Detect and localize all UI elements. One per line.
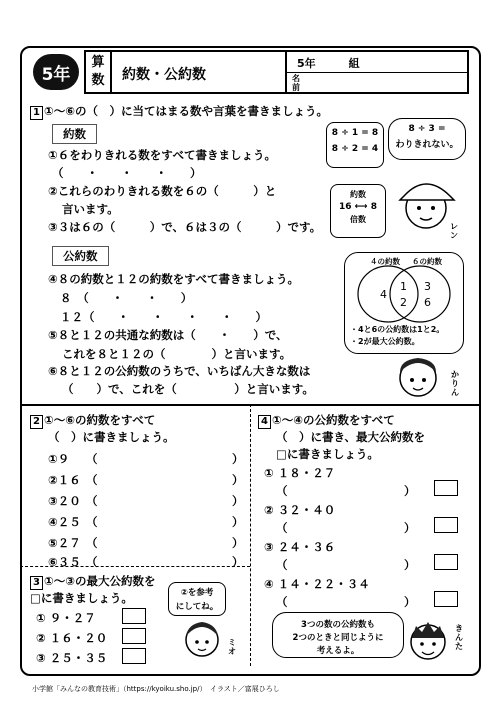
yakusu-label: 約数 [350, 190, 366, 199]
baisu-label: 倍数 [350, 215, 366, 224]
q2-text-1: ①〜⑥の約数をすべて [44, 413, 156, 427]
q2-item-6[interactable]: ⑥３５ （ ） [48, 555, 244, 569]
mio-hint-1: ②を参考 [180, 588, 214, 598]
venn-label-4: ４の約数 [370, 257, 400, 266]
mio-hint-2: にしてね。 [175, 602, 219, 612]
venn-note-2: ・2が最大公約数。 [350, 337, 420, 346]
karin-name: かりん [451, 370, 459, 397]
q4-item-4-parens[interactable]: （ ） [276, 595, 416, 609]
venn-diagram [352, 262, 456, 324]
section-koyakusu: 公約数 [52, 246, 109, 266]
subject-label: 算数 [91, 55, 105, 88]
karin-character-illustration [388, 350, 450, 402]
kinta-hint-1: 3つの数の公約数も [301, 620, 375, 630]
q1-b4-12[interactable]: １２（ ・ ・ ・ ・ ） [60, 310, 267, 324]
q1-b5b: これを８と１２の（ ）と言います。 [62, 347, 292, 361]
venn-mid-value-2: 2 [400, 296, 407, 309]
q1-b4: ④８の約数と１２の約数をすべて書きましょう。 [48, 272, 300, 286]
q2-item-1[interactable]: ①９ （ ） [48, 452, 244, 466]
venn-right-value-2: 6 [424, 296, 431, 309]
q3-answer-box-2[interactable] [122, 628, 146, 644]
column-divider [250, 404, 251, 666]
kinta-character-illustration [404, 616, 452, 668]
venn-left-value: 4 [380, 288, 387, 301]
q1-b4-8[interactable]: ８ （ ・ ・ ） [60, 291, 193, 305]
q4-number: 4 [258, 415, 271, 429]
q1-a1: ①６をわりきれる数をすべて書きましょう。 [48, 148, 277, 162]
q4-text-2: （ ）に書き、最大公約数を [276, 430, 426, 444]
q1-b6: ⑥８と１２の公約数のうちで、いちばん大きな数は [48, 364, 311, 378]
q2-item-3-label: ③２０ [48, 494, 81, 508]
q2-instruction [30, 413, 155, 429]
mio-character-illustration [180, 616, 226, 666]
q4-instruction [258, 413, 395, 429]
ren-name: レン [450, 222, 458, 240]
q4-item-2: ② ３２・４０ [264, 503, 336, 517]
q2-item-2-label: ②１６ [48, 473, 81, 487]
q4-text-1: ①〜④の公約数をすべて [272, 413, 395, 427]
yakusu-baisu-bubble [330, 184, 386, 238]
name-label: 名前 [292, 74, 300, 92]
page-title: 約数・公約数 [112, 50, 287, 94]
q2-text-2: （ ）に書きましょう。 [48, 430, 175, 444]
not-divisible-bubble [388, 118, 466, 160]
q3-number: 3 [30, 576, 43, 590]
q1-number: 1 [30, 106, 43, 120]
mio-name: ミオ [228, 638, 236, 656]
q3-answer-box-3[interactable] [122, 648, 146, 664]
subject-box [84, 50, 112, 94]
q4-item-1-parens[interactable]: （ ） [276, 484, 416, 498]
q3-answer-box-1[interactable] [122, 608, 146, 624]
q3-item-2: ② １６・２０ [36, 631, 108, 645]
q2-item-5-label: ⑤２７ [48, 536, 81, 550]
venn-mid-value-1: 1 [400, 280, 407, 293]
q4-answer-box-4[interactable] [434, 591, 458, 607]
q2-item-1-label: ①９ [48, 452, 70, 466]
q4-item-1: ① １８・２７ [264, 466, 336, 480]
q4-answer-box-2[interactable] [434, 517, 458, 533]
venn-right-value-1: 3 [424, 280, 431, 293]
q1-text: ①〜⑥の（ ）に当てはまる数や言葉を書きましょう。 [44, 104, 328, 118]
q1-a3: ③３は６の（ ）で、６は３の（ ）です。 [48, 220, 322, 234]
yakusu-arrow: 16 ⟷ 8 [339, 202, 377, 212]
q4-item-2-parens[interactable]: （ ） [276, 521, 416, 535]
q4-item-3: ③ ２４・３６ [264, 540, 336, 554]
kinta-hint-3: 考えるよ。 [316, 646, 360, 656]
grade-badge: 5年 [33, 54, 79, 90]
q2-item-2[interactable]: ②１６ （ ） [48, 473, 244, 487]
q2-item-6-label: ⑥３５ [48, 555, 81, 569]
q3-text-1: ①〜③の最大公約数を [44, 574, 156, 588]
mio-hint-bubble [168, 582, 226, 616]
q1-a2: ②これらのわりきれる数を６の（ ）と [48, 184, 277, 198]
q4-answer-box-1[interactable] [434, 480, 458, 496]
q2-item-4-label: ④２５ [48, 515, 81, 529]
q1-b6b: （ ）で、これを（ ）と言います。 [62, 382, 314, 396]
q3-item-1: ① ９・２７ [36, 611, 96, 625]
kinta-hint-bubble [272, 612, 404, 658]
name-class-box [287, 50, 469, 94]
kinta-hint-2: 2つのときと同じように [292, 633, 384, 643]
class-field[interactable] [287, 52, 467, 73]
q3-text-2: □に書きましょう。 [30, 591, 133, 605]
division-3: 8 ÷ 3 = [408, 124, 446, 134]
q1-a2b: 言います。 [62, 202, 119, 216]
section-yakusu: 約数 [52, 124, 97, 144]
q3-instruction [30, 574, 155, 590]
division-1: 8 ÷ 1 = 8 [331, 128, 379, 138]
division-bubble [326, 122, 384, 168]
class-label: 5年 組 [297, 57, 360, 70]
q2-item-3[interactable]: ③２０ （ ） [48, 494, 244, 508]
q1-instruction [30, 104, 328, 120]
q2-item-5[interactable]: ⑤２７ （ ） [48, 536, 244, 550]
not-divisible-text: わりきれない。 [395, 140, 459, 150]
q1-a1-blank[interactable]: （ ・ ・ ・ ） [52, 166, 202, 180]
venn-note-1: ・4と6の公約数は1と2。 [350, 325, 445, 334]
footer-credit: 小学館「みんなの教育技術」（https://kyoiku.sho.jp/） イラスト／富展ひろし [32, 685, 280, 693]
venn-label-6: ６の約数 [412, 257, 442, 266]
q3-item-3: ③ ２５・３５ [36, 651, 108, 665]
q2-number: 2 [30, 415, 43, 429]
q4-item-3-parens[interactable]: （ ） [276, 558, 416, 572]
name-field[interactable] [287, 73, 467, 94]
q4-item-4: ④ １４・２２・３４ [264, 577, 370, 591]
kinta-name: きんた [455, 624, 463, 651]
q4-text-3: □に書きましょう。 [276, 447, 379, 461]
q1-b5: ⑤８と１２の共通な約数は（ ・ ）で、 [48, 328, 288, 342]
q4-answer-box-3[interactable] [434, 554, 458, 570]
division-2: 8 ÷ 2 = 4 [331, 144, 379, 154]
q2-item-4[interactable]: ④２５ （ ） [48, 515, 244, 529]
